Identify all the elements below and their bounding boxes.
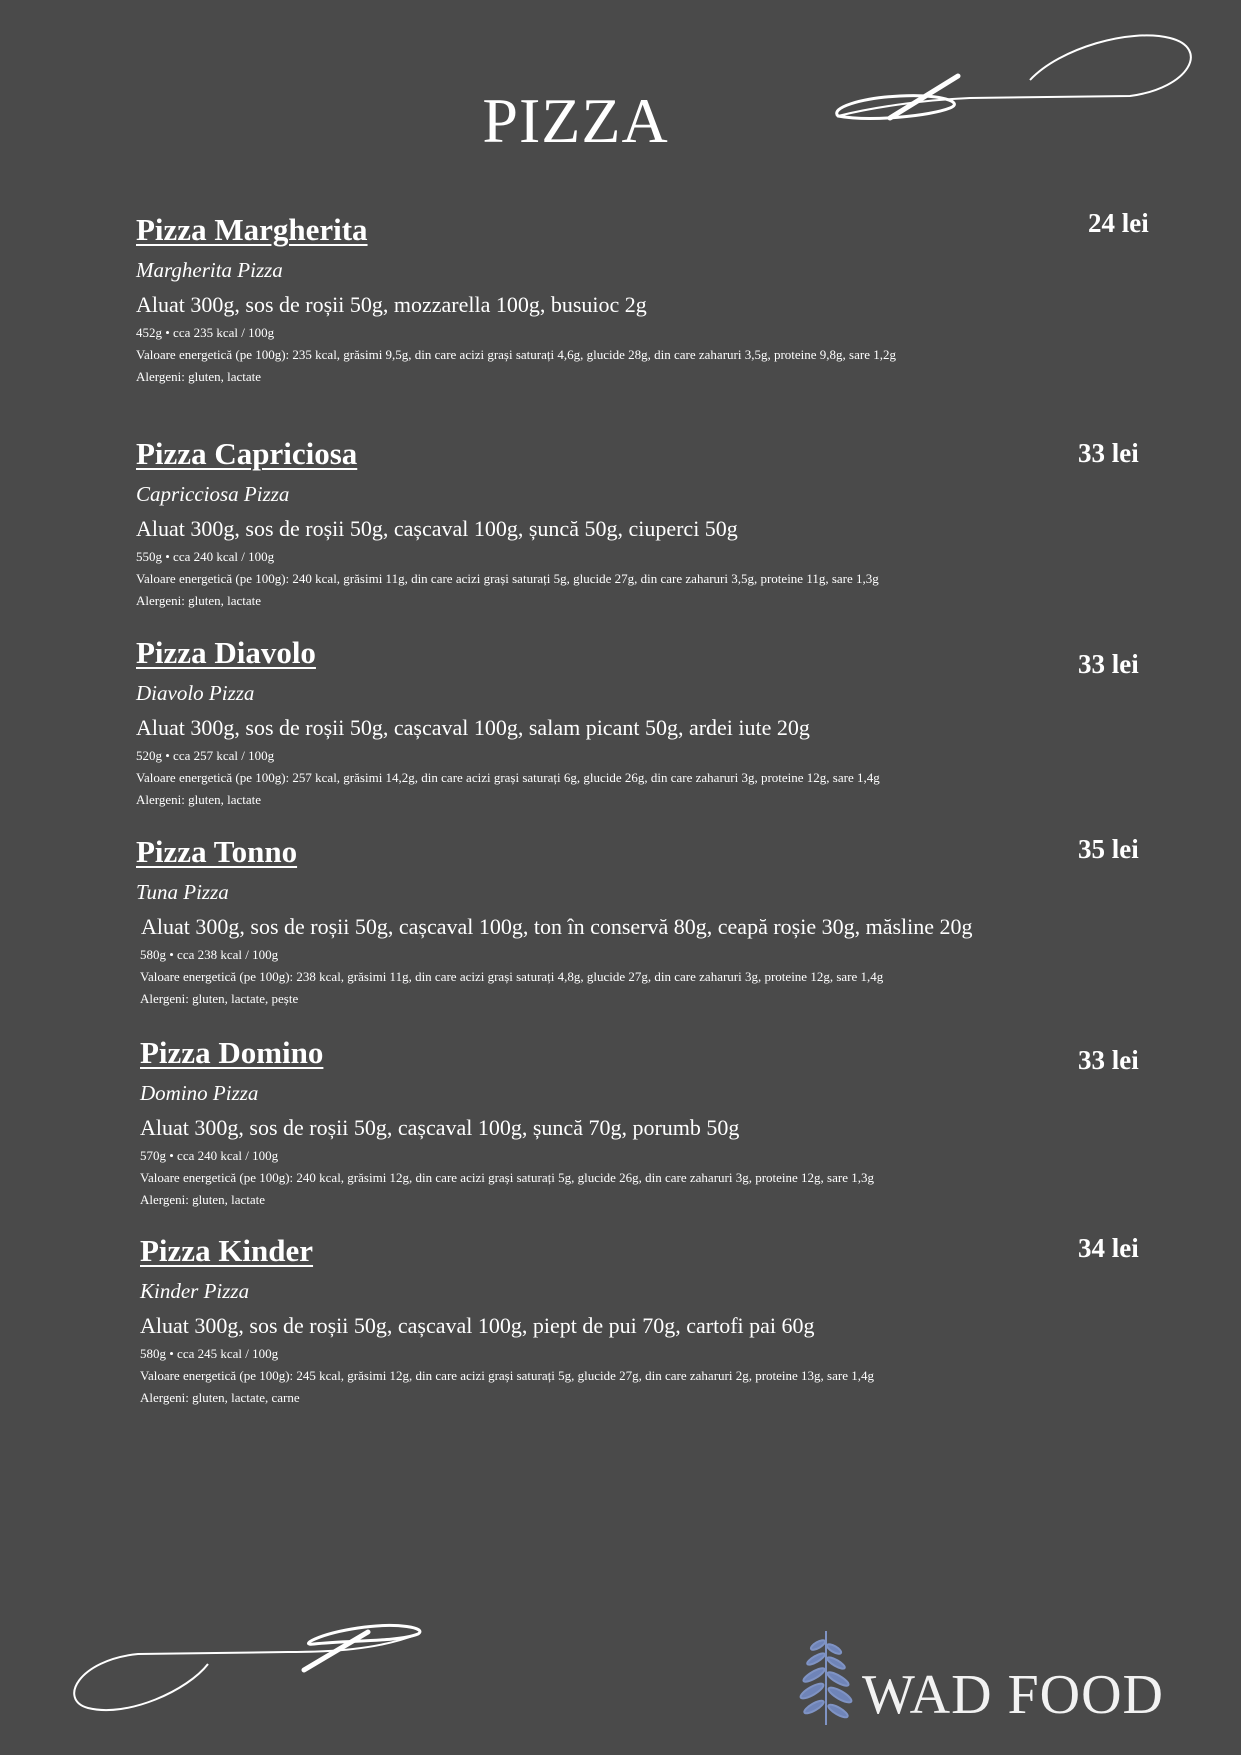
item-name: Pizza Domino: [140, 1035, 324, 1070]
item-price: 24 lei: [1088, 208, 1149, 238]
item-allergens: Alergeni: gluten, lactate, pește: [140, 991, 299, 1006]
brand-name: WAD FOOD: [862, 1664, 1164, 1726]
item-price: 35 lei: [1078, 834, 1139, 864]
item-allergens: Alergeni: gluten, lactate: [136, 792, 262, 807]
item-allergens: Alergeni: gluten, lactate: [136, 593, 262, 608]
item-name: Pizza Capriciosa: [136, 436, 358, 471]
item-subtitle: Domino Pizza: [140, 1081, 259, 1105]
item-nutrition: Valoare energetică (pe 100g): 240 kcal, grăsimi 11g, din care acizi grași saturați 5g, glucide 27g, din care zaharuri 3,5g, proteine 11g, sare 1,3g: [136, 571, 879, 586]
item-ingredients: Aluat 300g, sos de roșii 50g, mozzarella 100g, busuioc 2g: [136, 292, 647, 317]
item-subtitle: Tuna Pizza: [136, 880, 229, 904]
item-weight: 550g • cca 240 kcal / 100g: [136, 549, 275, 564]
item-ingredients: Aluat 300g, sos de roșii 50g, cașcaval 100g, piept de pui 70g, cartofi pai 60g: [140, 1313, 815, 1338]
item-nutrition: Valoare energetică (pe 100g): 240 kcal, grăsimi 12g, din care acizi grași saturați 5g, glucide 26g, din care zaharuri 3g, proteine 12g, sare 1,3g: [140, 1170, 874, 1185]
item-ingredients: Aluat 300g, sos de roșii 50g, cașcaval 100g, șuncă 70g, porumb 50g: [140, 1115, 740, 1140]
item-subtitle: Capricciosa Pizza: [136, 482, 290, 506]
menu-item-capriciosa: [136, 436, 1156, 612]
item-nutrition: Valoare energetică (pe 100g): 235 kcal, grăsimi 9,5g, din care acizi grași saturați 4,6g, glucide 28g, din care zaharuri 3,5g, proteine 9,8g, sare 1,2g: [136, 347, 896, 362]
item-name: Pizza Margherita: [136, 212, 368, 247]
item-name: Pizza Tonno: [136, 834, 298, 869]
item-price: 33 lei: [1078, 1045, 1139, 1075]
item-subtitle: Diavolo Pizza: [136, 681, 255, 705]
menu-item-tonno: [136, 834, 1156, 1010]
item-weight: 570g • cca 240 kcal / 100g: [140, 1148, 279, 1163]
menu-item-diavolo: [136, 635, 1156, 811]
item-subtitle: Margherita Pizza: [136, 258, 283, 282]
item-ingredients: Aluat 300g, sos de roșii 50g, cașcaval 100g, salam picant 50g, ardei iute 20g: [136, 715, 810, 740]
item-nutrition: Valoare energetică (pe 100g): 245 kcal, grăsimi 12g, din care acizi grași saturați 5g, glucide 27g, din care zaharuri 2g, proteine 13g, sare 1,4g: [140, 1368, 874, 1383]
plant-sprig-icon: [790, 1625, 860, 1730]
item-nutrition: Valoare energetică (pe 100g): 257 kcal, grăsimi 14,2g, din care acizi grași saturați 6g, glucide 26g, din care zaharuri 3g, proteine 12g, sare 1,4g: [136, 770, 880, 785]
item-allergens: Alergeni: gluten, lactate: [136, 369, 262, 384]
item-weight: 520g • cca 257 kcal / 100g: [136, 748, 275, 763]
bottom-flourish-decoration: [58, 1620, 428, 1720]
item-ingredients: Aluat 300g, sos de roșii 50g, cașcaval 100g, șuncă 50g, ciuperci 50g: [136, 516, 738, 541]
item-name: Pizza Diavolo: [136, 635, 316, 670]
item-weight: 580g • cca 245 kcal / 100g: [140, 1346, 279, 1361]
item-price: 33 lei: [1078, 649, 1139, 679]
item-subtitle: Kinder Pizza: [140, 1279, 250, 1303]
item-price: 34 lei: [1078, 1233, 1139, 1263]
item-nutrition: Valoare energetică (pe 100g): 238 kcal, grăsimi 11g, din care acizi grași saturați 4,8g, glucide 27g, din care zaharuri 3g, proteine 12g, sare 1,4g: [140, 969, 884, 984]
item-weight: 452g • cca 235 kcal / 100g: [136, 325, 275, 340]
item-allergens: Alergeni: gluten, lactate, carne: [140, 1390, 300, 1405]
page-title: PIZZA: [482, 85, 669, 156]
menu-item-domino: [140, 1035, 1160, 1211]
item-ingredients: Aluat 300g, sos de roșii 50g, cașcaval 100g, ton în conservă 80g, ceapă roșie 30g, măsline 20g: [141, 914, 973, 939]
item-price: 33 lei: [1078, 438, 1139, 468]
menu-item-margherita: [136, 208, 1156, 388]
item-name: Pizza Kinder: [140, 1233, 314, 1268]
menu-item-kinder: [140, 1233, 1160, 1409]
item-allergens: Alergeni: gluten, lactate: [140, 1192, 266, 1207]
item-weight: 580g • cca 238 kcal / 100g: [140, 947, 279, 962]
